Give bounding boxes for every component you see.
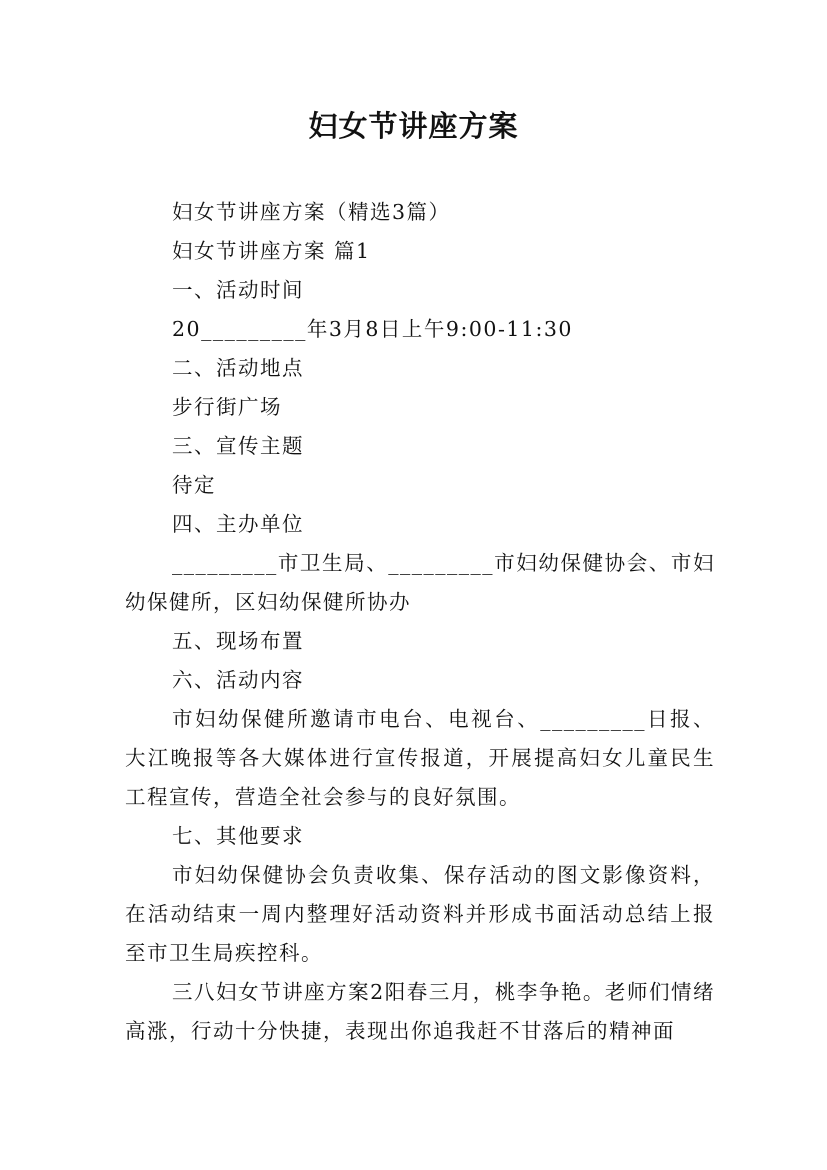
heading-theme: 三、宣传主题 (172, 434, 304, 458)
paragraph-plan-2-intro: 三八妇女节讲座方案2阳春三月，桃李争艳。老师们情绪高涨，行动十分快捷，表现出你追我赶不甘落后的精神面 (125, 980, 715, 1043)
heading-activity-location: 二、活动地点 (172, 356, 304, 380)
heading-venue-setup: 五、现场布置 (172, 629, 304, 653)
heading-organizers: 四、主办单位 (172, 512, 304, 536)
document-title: 妇女节讲座方案 (308, 109, 519, 143)
paragraph-activity-location: 步行街广场 (172, 395, 282, 419)
paragraph-section-heading: 妇女节讲座方案 篇1 (172, 239, 371, 263)
heading-other-requirements: 七、其他要求 (172, 824, 304, 848)
paragraph-activity-content: 市妇幼保健所邀请市电台、电视台、_________日报、大江晚报等各大媒体进行宣传报道，开展提高妇女儿童民生工程宣传，营造全社会参与的良好氛围。 (125, 707, 715, 809)
document-body (125, 193, 715, 1051)
paragraph-organizers: _________市卫生局、_________市妇幼保健协会、市妇幼保健所，区妇幼保健所协办 (125, 551, 715, 614)
heading-activity-time: 一、活动时间 (172, 278, 304, 302)
paragraph-activity-time: 20_________年3月8日上午9:00-11:30 (172, 317, 573, 341)
paragraph-theme: 待定 (172, 473, 216, 497)
paragraph-subtitle: 妇女节讲座方案（精选3篇） (172, 200, 451, 224)
paragraph-other-requirements: 市妇幼保健协会负责收集、保存活动的图文影像资料，在活动结束一周内整理好活动资料并形成书面活动总结上报至市卫生局疾控科。 (125, 863, 715, 965)
heading-activity-content: 六、活动内容 (172, 668, 304, 692)
